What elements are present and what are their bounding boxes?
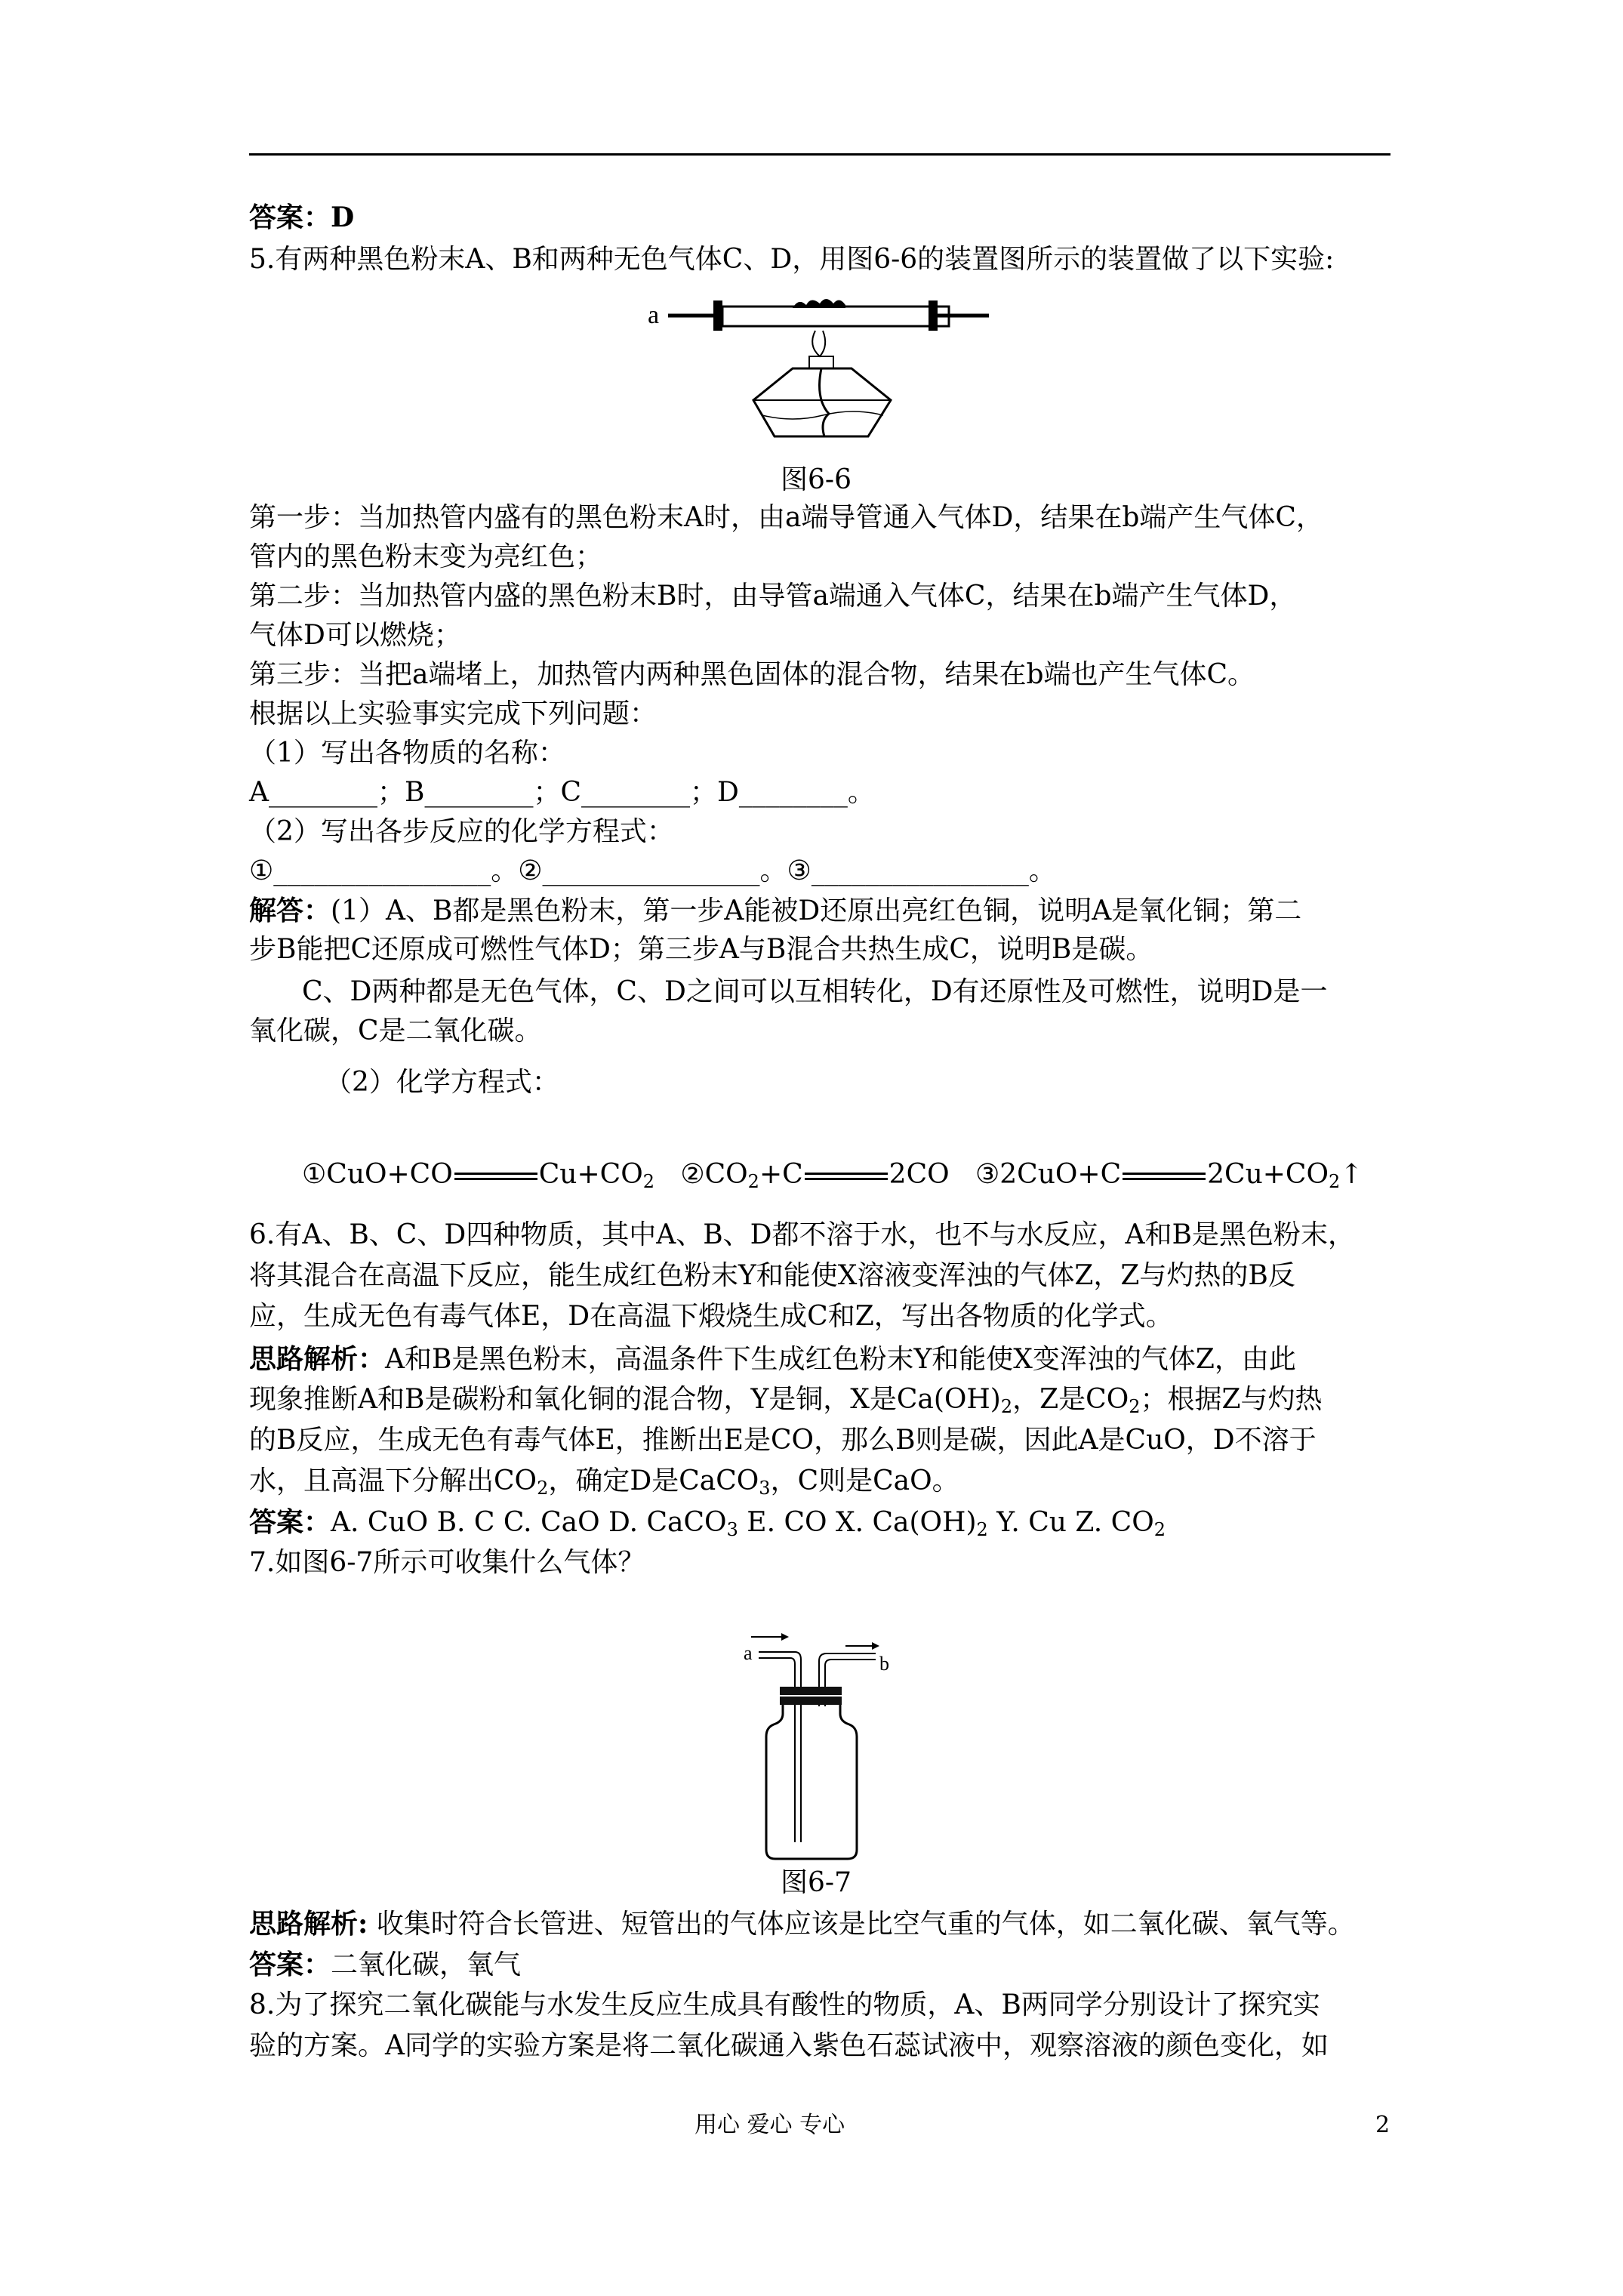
blank-names-line: A________；B________；C________；D________。: [249, 777, 875, 808]
solution-line-4: 氧化碳，C是二氧化碳。: [249, 1015, 542, 1046]
eq1-sign: [454, 1173, 537, 1180]
eq2-left-b: +C: [759, 1159, 803, 1190]
eq3-sub: 2: [1328, 1171, 1341, 1192]
figure-6-7-label-b: b: [879, 1653, 889, 1675]
eq3-left: ③2CuO+C: [975, 1159, 1122, 1190]
question-6-line-2: 将其混合在高温下反应，能生成红色粉末Y和能使X溶液变浑浊的气体Z，Z与灼热的B反: [249, 1260, 1295, 1291]
question-5: 5.有两种黑色粉末A、B和两种无色气体C、D，用图6-6的装置图所示的装置做了以下实验:: [249, 244, 1335, 275]
analysis-7-line: [249, 1904, 1355, 1944]
analysis-6-line-2: 现象推断A和B是碳粉和氧化铜的混合物，Y是铜，X是$Ca(OH)_2$，Z是$CO_2$；根据Z与灼热: [249, 1384, 1323, 1417]
answer-label: 答案：: [249, 1506, 331, 1538]
eq2-sign: [805, 1173, 888, 1180]
figure-6-6-apparatus: [642, 287, 1004, 461]
step-1-line-2: 管内的黑色粉末变为亮红色；: [249, 541, 603, 572]
eq1-sub: 2: [642, 1171, 654, 1192]
sub-question-2: （2）写出各步反应的化学方程式：: [249, 816, 674, 847]
figure-6-7-label-a: a: [744, 1642, 753, 1664]
eq2-right: 2CO: [888, 1159, 950, 1190]
figure-6-6-label-a: a: [648, 301, 660, 329]
solution-line-3: C、D两种都是无色气体，C、D之间可以互相转化，D有还原性及可燃性，说明D是一: [302, 976, 1328, 1007]
solution-label: 解答：: [249, 895, 331, 926]
eq2-left-a: ②CO: [680, 1159, 748, 1190]
page-number: 2: [1375, 2112, 1390, 2138]
solution-line-5: （2）化学方程式：: [325, 1067, 559, 1098]
eq2-sub: 2: [747, 1171, 759, 1192]
step-2-line-1: 第二步：当加热管内盛的黑色粉末B时，由导管a端通入气体C，结果在b端产生气体D，: [249, 581, 1297, 612]
eq1-left: ①CuO+CO: [302, 1159, 453, 1190]
gas-arrow: ↑: [1340, 1159, 1363, 1190]
analysis-text: A和B是黑色粉末，高温条件下生成红色粉末Y和能使X变浑浊的气体Z，由此: [385, 1344, 1296, 1375]
step-2-line-2: 气体D可以燃烧；: [249, 620, 461, 651]
solution-line-1: [249, 891, 1301, 931]
eq3-right: 2Cu+CO: [1207, 1159, 1329, 1190]
question-7: 7.如图6-7所示可收集什么气体？: [249, 1547, 645, 1578]
footer-motto: 用心 爱心 专心: [694, 2112, 845, 2138]
answer-7-label: 答案：: [249, 1949, 331, 1980]
figure-6-7-gas-bottle: [736, 1623, 910, 1865]
analysis-6-line-1: [249, 1339, 1296, 1379]
step-3-line: 第三步：当把a端堵上，加热管内两种黑色固体的混合物，结果在b端也产生气体C。: [249, 659, 1255, 690]
answer-6-line: 答案：A. CuO B. C C. CaO D. CaCO$_3$ E. CO X. $Ca(OH)_2$ Y. Cu Z. $CO_2$: [249, 1506, 1166, 1540]
figure-6-7-caption: 图6-7: [781, 1867, 852, 1898]
answer-7-line: [249, 1945, 521, 1985]
step-1-line-1: 第一步：当加热管内盛有的黑色粉末A时，由a端导管通入气体D，结果在b端产生气体C，: [249, 502, 1323, 533]
answer-line-4: 答案：D: [249, 202, 355, 233]
analysis-7-text: 收集时符合长管进、短管出的气体应该是比空气重的气体，如二氧化碳、氧气等。: [368, 1909, 1355, 1940]
question-6-line-1: 6.有A、B、C、D四种物质，其中A、B、D都不溶于水，也不与水反应，A和B是黑色粉末，: [249, 1219, 1355, 1250]
blank-equations-line: ①________________。②________________。③________________。: [249, 855, 1056, 886]
solution-text: (1）A、B都是黑色粉末，第一步A能被D还原出亮红色铜，说明A是氧化铜；第二: [331, 895, 1302, 926]
instruction-line: 根据以上实验事实完成下列问题：: [249, 698, 658, 729]
eq1-right: Cu+CO: [538, 1159, 643, 1190]
equation-line: [302, 1155, 1363, 1194]
figure-6-6-caption: 图6-6: [781, 464, 852, 495]
analysis-label: 思路解析：: [249, 1343, 386, 1375]
solution-line-2: 步B能把C还原成可燃性气体D；第三步A与B混合共热生成C，说明B是碳。: [249, 934, 1153, 965]
sub-question-1: （1）写出各物质的名称：: [249, 738, 565, 769]
question-8-line-1: 8.为了探究二氧化碳能与水发生反应生成具有酸性的物质，A、B两同学分别设计了探究实: [249, 1989, 1320, 2020]
question-8-line-2: 验的方案。A同学的实验方案是将二氧化碳通入紫色石蕊试液中，观察溶液的颜色变化，如: [249, 2030, 1329, 2061]
eq3-sign: [1123, 1173, 1206, 1180]
analysis-7-label: 思路解析:: [249, 1908, 368, 1940]
analysis-6-line-4: 水，且高温下分解出$CO_2$，确定D是CaCO$_3$，C则是CaO。: [249, 1465, 959, 1499]
analysis-6-line-3: 的B反应，生成无色有毒气体E，推断出E是CO，那么B则是碳，因此A是CuO，D不溶于: [249, 1425, 1317, 1456]
answer-7-text: 二氧化碳，氧气: [331, 1949, 522, 1980]
header-rule: [249, 153, 1390, 156]
question-6-line-3: 应，生成无色有毒气体E，D在高温下煅烧生成C和Z，写出各物质的化学式。: [249, 1301, 1173, 1332]
